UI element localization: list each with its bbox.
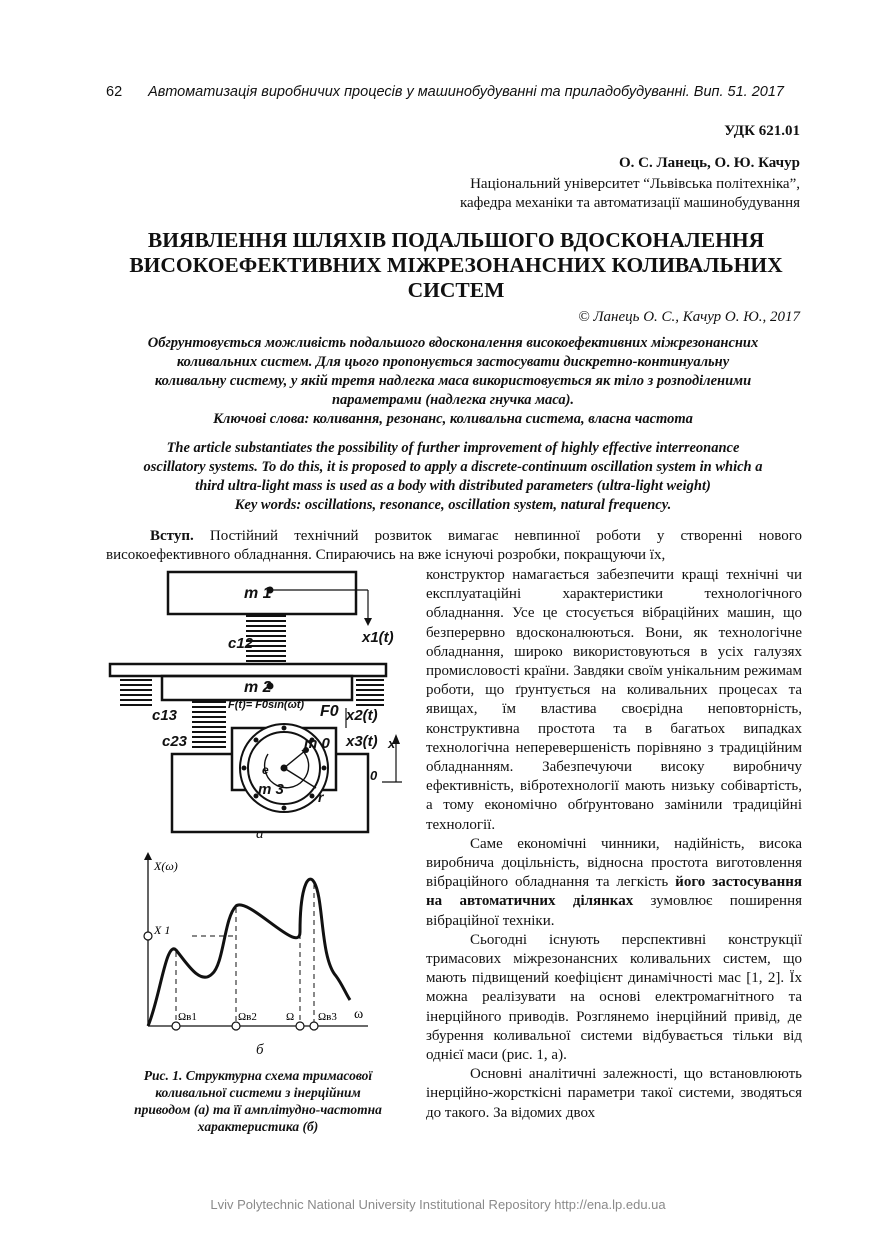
afc-chart [130, 848, 380, 1038]
intro-paragraph-2 [426, 835, 802, 931]
abstract-line: параметрами (надлегка гнучка маса). [331, 392, 575, 408]
authors: О. С. Ланець, О. Ю. Качур [619, 155, 800, 171]
journal-title: Автоматизація виробничих процесів у машинобудуванні та приладобудуванні. Вип. 51. 2017 [148, 84, 784, 100]
spring-c23 [192, 702, 226, 747]
label-zero: 0 [370, 768, 378, 783]
label-force: F(t)= F0sin(ωt) [228, 699, 305, 711]
label-r: r [318, 789, 324, 805]
label-x: x [388, 736, 396, 751]
repository-footer: Lviv Polytechnic National University Institutional Repository http://ena.lp.edu.ua [210, 1197, 666, 1212]
abstract-ua [100, 334, 806, 429]
caption-line: коливальної системи з інерційним [155, 1085, 361, 1100]
label-m2: m 2 [244, 679, 272, 696]
label-F0: F0 [320, 703, 339, 720]
caption-line: характеристика (б) [197, 1119, 319, 1134]
intro-heading: Вступ. [150, 528, 194, 544]
y-axis-label: X(ω) [154, 859, 178, 873]
marker-omega-b2 [232, 1022, 240, 1030]
afc-series-line [148, 879, 350, 1026]
title-line: СИСТЕМ [407, 278, 505, 302]
caption-line: приводом (а) та її амплітудно-частотна [134, 1102, 382, 1117]
affiliation-line: кафедра механіки та автоматизації машинобудування [459, 195, 800, 211]
abstract-line: The article substantiates the possibility of further improvement of highly effective interreonance [166, 440, 740, 456]
page-number: 62 [106, 84, 123, 100]
running-header [106, 84, 806, 100]
label-x2: x2(t) [346, 707, 378, 724]
mass-2-plate [110, 664, 386, 676]
label-x3: x3(t) [346, 733, 378, 750]
intro-paragraph-4: Основні аналітичні залежності, що встановлюють інерційно-жорсткісні параметри такої системи, зводяться до такого. За відомих двох [426, 1066, 802, 1121]
intro-paragraph-1 [106, 527, 802, 565]
abstract-line: third ultra-light mass is used as a body with distributed parameters (ultra-light weight) [195, 478, 711, 494]
abstract-line: коливальних систем. Для цього пропонується застосувати дискретно-континуальну [176, 354, 730, 370]
x-tick-label: Ωв3 [318, 1011, 337, 1023]
affiliation-line: Національний університет “Львівська політехніка”, [470, 176, 800, 192]
marker-omega-b3 [310, 1022, 318, 1030]
intro-paragraph-1-cont: конструктор намагається забезпечити кращі технічні чи експлуатаційні характеристики технологічного обладнання. Усе це стосується вібраційних машин, що безперервно вдосконалюються. Вони, як технологічне обладнання, широко використовуються в усіх галузях промисловості країни. Завдяки своїм унікальним режимам роботи, що ґрунтується на коливальних процесах та явищах, їм властива своєрідна неповторність, конструктивна простота та в багатьох випадках технологічна неперевершеність порівняно з традиційним обладнанням. Забезпечуючи високу виробничу ефективність, вібротехнології мають низьку собівартість, а тому економічно обґрунтовано замінили традиційні технології. [426, 567, 802, 833]
abstract-line: oscillatory systems. To do this, it is proposed to apply a discrete-continuum oscillation system in which a [143, 459, 763, 475]
intro-paragraph-3: Сьогодні існують перспективні конструкції тримасових міжрезонансних коливальних систем, що мають підвищений коефіцієнт динамічності мас [1, 2]. Їх можна реалізувати на основі електромагнітного та інерційного приводів. Розглянемо інерційний привід, де збурення коливальної системи відбувається тільки від однієї маси (рис. 1, а). [426, 931, 802, 1064]
label-c23: c23 [162, 733, 188, 750]
label-m0: m 0 [304, 735, 330, 752]
marker-omega-b1 [172, 1022, 180, 1030]
subfigure-b-label: б [256, 1042, 264, 1058]
subfigure-a-label: а [256, 826, 264, 842]
figure-caption [128, 1067, 388, 1135]
label-m3: m 3 [258, 781, 284, 798]
keywords-en: Key words: oscillations, resonance, oscillation system, natural frequency. [234, 497, 672, 513]
x-axis-label: ω [354, 1007, 364, 1022]
abstract-line: Обгрунтовується можливість подальшого вдосконалення високоефективних міжрезонансних [147, 335, 759, 351]
text: Саме економічні чинники, надійність, висока виробнича доцільність, відносна простота виготовлення вібраційного обладнання та легкість [426, 835, 802, 891]
label-x1: x1(t) [362, 629, 394, 646]
spring-c13-right [356, 680, 384, 705]
udk-code: УДК 621.01 [724, 123, 800, 139]
structural-scheme [106, 568, 416, 836]
x1-marker-label: X 1 [154, 923, 171, 937]
spring-c13-left [120, 680, 152, 705]
intro-text: Постійний технічний розвиток вимагає невпинної роботи у створенні нового високоефективного обладнання. Спираючись на вже існуючі розробки, покращуючи їх, [106, 528, 802, 564]
x-tick-label: Ωв2 [238, 1011, 257, 1023]
x-tick-label: Ωв1 [178, 1011, 197, 1023]
label-e: e [262, 763, 269, 777]
marker-omega [296, 1022, 304, 1030]
x-tick-label: Ω [286, 1011, 295, 1023]
x1-marker [144, 932, 152, 940]
abstract-line: коливальну систему, у якій третя надлегка маса використовується як тіло з розподіленими [154, 373, 752, 389]
label-c13: c13 [152, 707, 178, 724]
title-line: ВИЯВЛЕННЯ ШЛЯХІВ ПОДАЛЬШОГО ВДОСКОНАЛЕННЯ [147, 228, 765, 252]
paper-title [106, 228, 806, 303]
copyright: © Ланець О. С., Качур О. Ю., 2017 [578, 309, 800, 325]
caption-line: Рис. 1. Структурна схема тримасової [143, 1068, 373, 1083]
mass-3-center [281, 765, 288, 772]
column-text [426, 566, 802, 1123]
label-c12: c12 [228, 635, 254, 652]
text: зумовлює поширення вібраційної техніки. [426, 893, 802, 929]
abstract-en [100, 439, 806, 515]
keywords-ua: Ключові слова: коливання, резонанс, коливальна система, власна частота [213, 411, 693, 427]
label-m1: m 1 [244, 585, 272, 602]
title-line: ВИСОКОЕФЕКТИВНИХ МІЖРЕЗОНАНСНИХ КОЛИВАЛЬНИХ [129, 253, 783, 277]
bold-text: його застосування на автоматичних ділянках [426, 874, 802, 910]
